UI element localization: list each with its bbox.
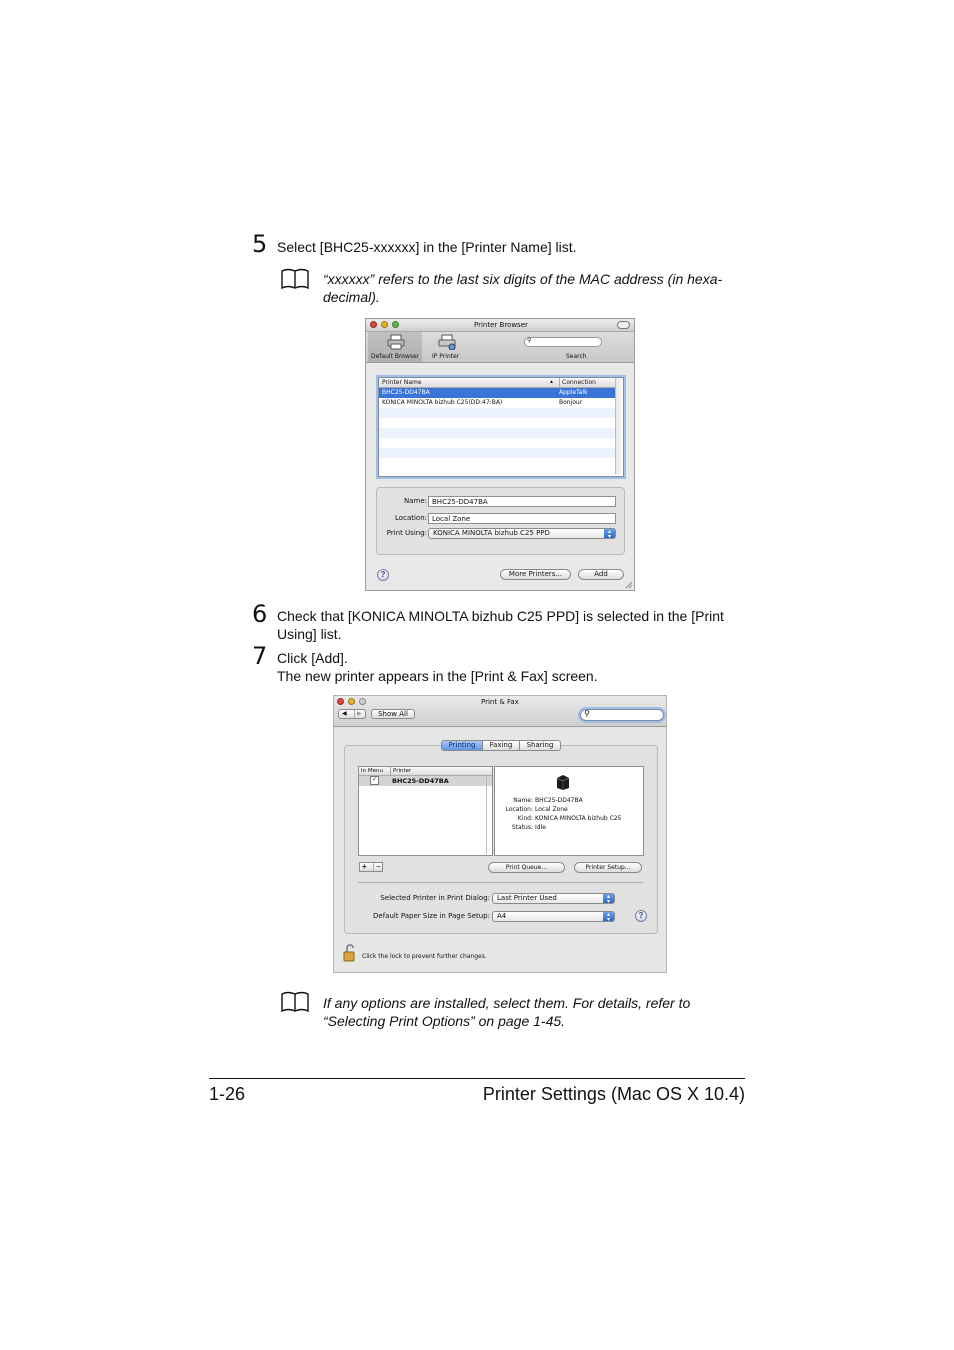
connection-cell: AppleTalk <box>559 389 588 396</box>
printer-info-group <box>376 487 625 555</box>
close-button[interactable] <box>370 321 377 328</box>
empty-row <box>379 408 615 418</box>
zoom-button[interactable] <box>359 698 366 705</box>
paper-size-label: Default Paper Size in Page Setup: <box>373 912 490 920</box>
more-printers-button[interactable]: More Printers... <box>500 569 571 580</box>
popup-arrows-icon: ▴ ▾ <box>603 912 614 921</box>
popup-arrows-icon: ▴ ▾ <box>603 894 614 903</box>
detail-status-label: Status: <box>511 824 533 831</box>
note-text-line2: “Selecting Print Options” on page 1-45. <box>323 1013 566 1029</box>
remove-printer-button[interactable]: − <box>373 863 381 871</box>
toolbar <box>366 332 634 363</box>
tab-sharing[interactable]: Sharing <box>519 740 561 751</box>
detail-kind-label: Kind: <box>517 815 533 822</box>
in-menu-checkbox[interactable]: ✓ <box>371 777 378 783</box>
note-book-icon <box>280 991 310 1013</box>
help-button[interactable]: ? <box>635 910 647 922</box>
search-field[interactable] <box>580 709 664 721</box>
list-header <box>379 378 615 388</box>
printer-name-cell: BHC25-DD47BA <box>392 777 449 785</box>
forward-arrow-icon[interactable]: ▶ <box>354 710 362 718</box>
sort-ascending-icon: ▲ <box>549 379 554 385</box>
divider <box>358 882 643 883</box>
detail-name-value: BHC25-DD47BA <box>535 797 583 804</box>
toolbar-label: IP Printer <box>432 353 460 360</box>
title-bar <box>366 319 634 332</box>
window-title: Printer Browser <box>474 321 528 329</box>
window-title: Print & Fax <box>481 698 519 706</box>
empty-row <box>379 438 615 448</box>
step-text-line2: The new printer appears in the [Print & Fax] screen. <box>277 668 598 684</box>
printer-list[interactable] <box>358 766 493 856</box>
magnifier-icon: ⚲ <box>584 709 590 718</box>
lock-text: Click the lock to prevent further changes. <box>362 953 487 960</box>
print-using-value: KONICA MINOLTA bizhub C25 PPD <box>433 529 550 537</box>
toolbar-item-ip-printer[interactable] <box>426 332 466 362</box>
close-button[interactable] <box>337 698 344 705</box>
section-title: Printer Settings (Mac OS X 10.4) <box>482 1084 745 1104</box>
step-text-line2: Using] list. <box>277 626 342 642</box>
table-row[interactable] <box>379 398 615 408</box>
minimize-button[interactable] <box>381 321 388 328</box>
lock-icon[interactable] <box>343 944 357 962</box>
table-row[interactable] <box>359 776 492 786</box>
print-using-popup[interactable] <box>428 528 616 539</box>
detail-location-label: Location: <box>505 806 533 813</box>
location-field[interactable]: Local Zone <box>428 513 616 524</box>
step-number: 6 <box>252 600 268 628</box>
selected-printer-popup[interactable] <box>492 893 615 904</box>
ip-printer-icon <box>438 334 456 350</box>
note-text-line2: decimal). <box>323 289 380 305</box>
zoom-button[interactable] <box>392 321 399 328</box>
paper-size-value: A4 <box>497 912 507 920</box>
add-printer-button[interactable]: + <box>362 862 367 871</box>
selected-printer-value: Last Printer Used <box>497 894 557 902</box>
toolbar-label: Default Browser <box>371 353 420 360</box>
step-text-line1: Click [Add]. <box>277 650 348 666</box>
toolbar-toggle-button[interactable] <box>617 321 630 329</box>
printer-browser-window <box>365 318 635 591</box>
tab-printing[interactable]: Printing <box>441 740 483 751</box>
printer-icon <box>555 773 571 791</box>
minimize-button[interactable] <box>348 698 355 705</box>
empty-row <box>379 458 615 468</box>
show-all-button[interactable]: Show All <box>371 709 415 719</box>
popup-arrows-icon: ▴ ▾ <box>604 529 615 538</box>
printer-details-pane <box>494 766 644 856</box>
note-book-icon <box>280 268 310 290</box>
paper-size-popup[interactable] <box>492 911 615 922</box>
back-arrow-icon[interactable]: ◀ <box>342 711 347 717</box>
name-field[interactable]: BHC25-DD47BA <box>428 496 616 507</box>
preferences-group <box>344 741 658 934</box>
column-divider <box>486 776 492 854</box>
name-label: Name: <box>403 497 427 505</box>
step-text-line1: Check that [KONICA MINOLTA bizhub C25 PPD] is selected in the [Print <box>277 608 724 624</box>
column-header-printer-name[interactable]: Printer Name <box>382 379 422 386</box>
add-remove-control <box>359 862 383 872</box>
table-row[interactable] <box>379 388 615 398</box>
help-button[interactable]: ? <box>377 569 389 581</box>
note-text-line1: If any options are installed, select them. For details, refer to <box>323 995 691 1011</box>
print-using-label: Print Using: <box>386 529 427 537</box>
empty-row <box>379 418 615 428</box>
print-queue-button[interactable]: Print Queue... <box>488 862 565 873</box>
print-fax-window <box>333 695 667 973</box>
empty-row <box>379 428 615 438</box>
tab-faxing[interactable]: Faxing <box>482 740 520 751</box>
toolbar-search-field[interactable] <box>524 337 602 347</box>
column-header-connection[interactable]: Connection <box>559 378 596 387</box>
page-number: 1-26 <box>209 1084 246 1104</box>
column-header-printer[interactable]: Printer <box>390 767 411 775</box>
add-button[interactable]: Add <box>578 569 624 580</box>
footer-rule <box>209 1078 745 1079</box>
empty-row <box>379 448 615 458</box>
location-label: Location: <box>395 514 427 522</box>
toolbar-item-default-browser[interactable] <box>368 332 422 362</box>
detail-status-value: Idle <box>535 824 546 831</box>
step-text: Select [BHC25-xxxxxx] in the [Printer Name] list. <box>277 239 577 255</box>
connection-cell: Bonjour <box>559 399 583 406</box>
column-header-in-menu[interactable]: In Menu <box>361 768 383 774</box>
printer-list[interactable] <box>378 377 624 477</box>
back-forward-control[interactable] <box>338 709 366 719</box>
printer-icon <box>387 334 405 350</box>
step-number: 5 <box>252 230 268 258</box>
selected-printer-label: Selected Printer in Print Dialog: <box>380 894 490 902</box>
vertical-scrollbar[interactable] <box>615 378 623 474</box>
list-header <box>359 767 492 776</box>
printer-name-cell: BHC25-DD47BA <box>382 389 430 396</box>
title-bar <box>334 696 666 727</box>
detail-kind-value: KONICA MINOLTA bizhub C25 <box>535 815 622 822</box>
resize-grip-icon[interactable] <box>625 581 633 589</box>
detail-location-value: Local Zone <box>535 806 568 813</box>
toolbar-label: Search <box>566 353 587 360</box>
step-number: 7 <box>252 642 268 670</box>
printer-name-cell: KONICA MINOLTA bizhub C25(DD:47:BA) <box>382 399 503 406</box>
note-text-line1: “xxxxxx” refers to the last six digits of the MAC address (in hexa- <box>323 271 723 287</box>
printer-setup-button[interactable]: Printer Setup... <box>574 862 642 873</box>
detail-name-label: Name: <box>513 797 533 804</box>
magnifier-icon: ⚲ <box>527 338 532 344</box>
